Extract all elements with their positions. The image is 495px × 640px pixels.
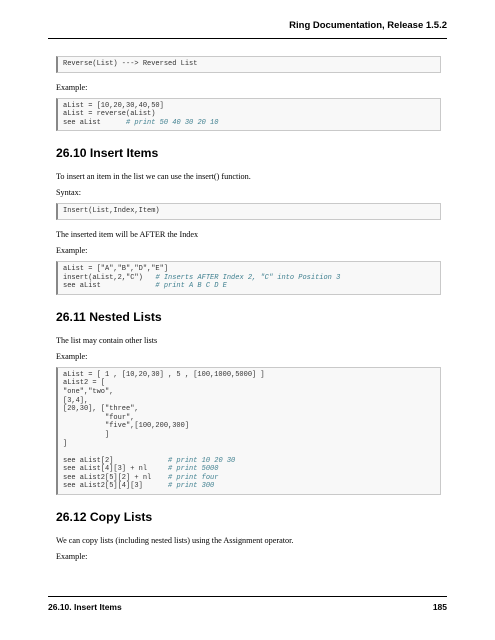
- code-line: aList = [10,20,30,40,50]: [63, 101, 164, 110]
- page-content: [56, 56, 441, 567]
- code-block-insert-syntax: [56, 203, 441, 220]
- code-line: aList = ["A","B","D","E"]: [63, 264, 169, 273]
- code-line: insert(aList,2,"C"): [63, 273, 143, 282]
- footer-rule: [48, 596, 447, 597]
- code-comment: # Inserts AFTER Index 2, "C" into Position 3: [155, 273, 341, 282]
- code-line: aList = reverse(aList): [63, 110, 156, 119]
- paragraph: To insert an item in the list we can use the insert() function.: [56, 172, 251, 182]
- code-comment: # print 50 40 30 20 10: [126, 118, 219, 127]
- code-line: aList2 = [: [63, 379, 106, 388]
- code-comment: # print A B C D E: [155, 282, 227, 291]
- header-rule: [48, 38, 447, 39]
- code-line: see aList: [63, 118, 101, 127]
- code-block-reverse-syntax: [56, 56, 441, 73]
- example-label: Example:: [56, 82, 88, 92]
- paragraph: We can copy lists (including nested lists) using the Assignment operator.: [56, 536, 294, 546]
- code-comment: # print 10 20 30: [168, 456, 236, 465]
- code-line: see aList[4][3] + nl: [63, 465, 148, 474]
- code-line: "one","two",: [63, 387, 114, 396]
- page-header: [0, 20, 495, 36]
- code-line: aList = [ 1 , [10,20,30] , 5 , [100,1000,5000] ]: [63, 370, 265, 379]
- code-line: see aList2[5][2] + nl: [63, 473, 152, 482]
- footer-section: 26.10. Insert Items: [48, 602, 122, 612]
- code-line: see aList[2]: [63, 456, 114, 465]
- code-block-reverse-example: [56, 98, 441, 132]
- code-comment: # print 5000: [168, 465, 219, 474]
- paragraph: The list may contain other lists: [56, 335, 158, 345]
- section-heading: 26.12 Copy Lists: [56, 510, 153, 525]
- code-line: [3,4],: [63, 396, 89, 405]
- code-block-nested-example: [56, 367, 441, 495]
- code-comment: # print 300: [168, 482, 215, 491]
- code-comment: # print four: [168, 473, 219, 482]
- example-label: Example:: [56, 245, 88, 255]
- code-line: ]: [105, 430, 110, 439]
- code-line: Reverse(List) ---> Reversed List: [63, 60, 198, 68]
- page-footer: [48, 596, 447, 612]
- paragraph: The inserted item will be AFTER the Index: [56, 229, 199, 239]
- syntax-label: Syntax:: [56, 188, 82, 198]
- code-line: "five",[100,200,300]: [105, 422, 190, 431]
- section-heading: 26.11 Nested Lists: [56, 309, 162, 324]
- code-line: ]: [63, 439, 68, 448]
- header-title: Ring Documentation, Release 1.5.2: [289, 20, 447, 31]
- page-number: 185: [432, 602, 447, 612]
- code-line: see aList2[5][4][3]: [63, 482, 143, 491]
- code-line: "four",: [105, 413, 135, 422]
- code-line: Insert(List,Index,Item): [63, 207, 160, 216]
- example-label: Example:: [56, 552, 88, 562]
- code-line: see aList: [63, 282, 101, 291]
- section-heading: 26.10 Insert Items: [56, 146, 159, 161]
- example-label: Example:: [56, 351, 88, 361]
- code-block-insert-example: [56, 261, 441, 295]
- code-line: [20,30], ["three",: [63, 405, 139, 414]
